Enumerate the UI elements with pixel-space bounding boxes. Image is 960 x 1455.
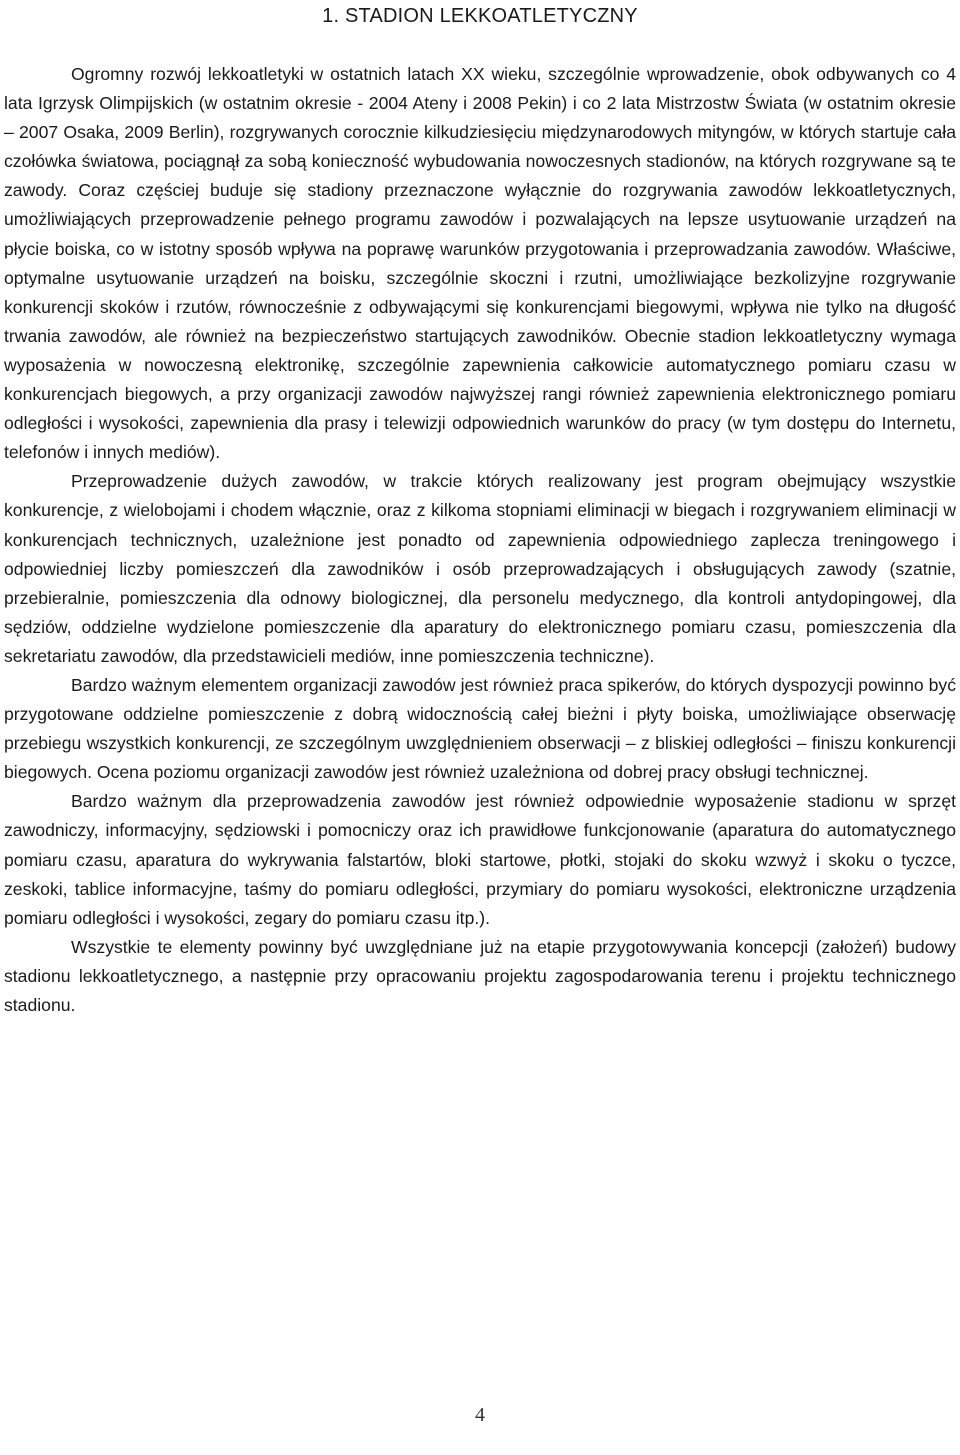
document-page <box>4 0 956 1020</box>
paragraph: Przeprowadzenie dużych zawodów, w trakcie których realizowany jest program obejmujący wszystkie konkurencje, z wielobojami i chodem włącznie, oraz z kilkoma stopniami eliminacji w biegach i rozgrywaniem eliminacji w konkurencjach technicznych, uzależnione jest ponadto od zapewnienia odpowiedniego zaplecza treningowego i odpowiedniej liczby pomieszczeń dla zawodników i osób przeprowadzających i obsługujących zawody (szatnie, przebieralnie, pomieszczenia dla odnowy biologicznej, dla personelu medycznego, dla kontroli antydopingowej, dla sędziów, oddzielne wydzielone pomieszczenie dla aparatury do elektronicznego pomiaru czasu, pomieszczenia dla sekretariatu zawodów, dla przedstawicieli mediów, inne pomieszczenia techniczne). <box>4 471 956 666</box>
document-body <box>4 60 956 1020</box>
document-title: 1. STADION LEKKOATLETYCZNY <box>322 5 638 27</box>
page-number: 4 <box>475 1404 485 1426</box>
paragraph: Bardzo ważnym elementem organizacji zawodów jest również praca spikerów, do których dyspozycji powinno być przygotowane oddzielne pomieszczenie z dobrą widocznością całej bieżni i płyty boiska, umożliwiające obserwację przebiegu wszystkich konkurencji, ze szczególnym uwzględnieniem obserwacji – z bliskiej odległości – finiszu konkurencji biegowych. Ocena poziomu organizacji zawodów jest również uzależniona od dobrej pracy obsługi technicznej. <box>4 674 956 783</box>
paragraph: Wszystkie te elementy powinny być uwzględniane już na etapie przygotowywania koncepcji (założeń) budowy stadionu lekkoatletycznego, a następnie przy opracowaniu projektu zagospodarowania terenu i projektu technicznego stadionu. <box>4 936 956 1015</box>
paragraph: Ogromny rozwój lekkoatletyki w ostatnich latach XX wieku, szczególnie wprowadzenie, obok odbywanych co 4 lata Igrzysk Olimpijskich (w ostatnim okresie - 2004 Ateny i 2008 Pekin) i co 2 lata Mistrzostw Świata (w ostatnim okresie – 2007 Osaka, 2009 Berlin), rozgrywanych corocznie kilkudziesięciu międzynarodowych mityngów, w których startuje cała czołówka światowa, pociągnął za sobą konieczność wybudowania nowoczesnych stadionów, na których rozgrywane są te zawody. Coraz częściej buduje się stadiony przeznaczone wyłącznie do rozgrywania zawodów lekkoatletycznych, umożliwiających przeprowadzenie pełnego programu zawodów i pozwalających na lepsze usytuowanie urządzeń na płycie boiska, co w istotny sposób wpływa na poprawę warunków przygotowania i przeprowadzania zawodów. Właściwe, optymalne usytuowanie urządzeń na boisku, szczególnie skoczni i rzutni, umożliwiające bezkolizyjne rozgrywanie konkurencji skoków i rzutów, równocześnie z odbywającymi się konkurencjami biegowymi, wpływa nie tylko na długość trwania zawodów, ale również na bezpieczeństwo startujących zawodników. Obecnie stadion lekkoatletyczny wymaga wyposażenia w nowoczesną elektronikę, szczególnie zapewnienia całkowicie automatycznego pomiaru czasu w konkurencjach biegowych, a przy organizacji zawodów najwyższej rangi również zapewnienia elektronicznego pomiaru odległości i wysokości, zapewnienia dla prasy i telewizji odpowiednich warunków do pracy (w tym dostępu do Internetu, telefonów i innych mediów). <box>4 64 956 463</box>
paragraph: Bardzo ważnym dla przeprowadzenia zawodów jest również odpowiednie wyposażenie stadionu w sprzęt zawodniczy, informacyjny, sędziowski i pomocniczy oraz ich prawidłowe funkcjonowanie (aparatura do automatycznego pomiaru czasu, aparatura do wykrywania falstartów, bloki startowe, płotki, stojaki do skoku wzwyż i skoku o tyczce, zeskoki, tablice informacyjne, taśmy do pomiaru odległości, przymiary do pomiaru wysokości, elektroniczne urządzenia pomiaru odległości i wysokości, zegary do pomiaru czasu itp.). <box>4 791 956 928</box>
